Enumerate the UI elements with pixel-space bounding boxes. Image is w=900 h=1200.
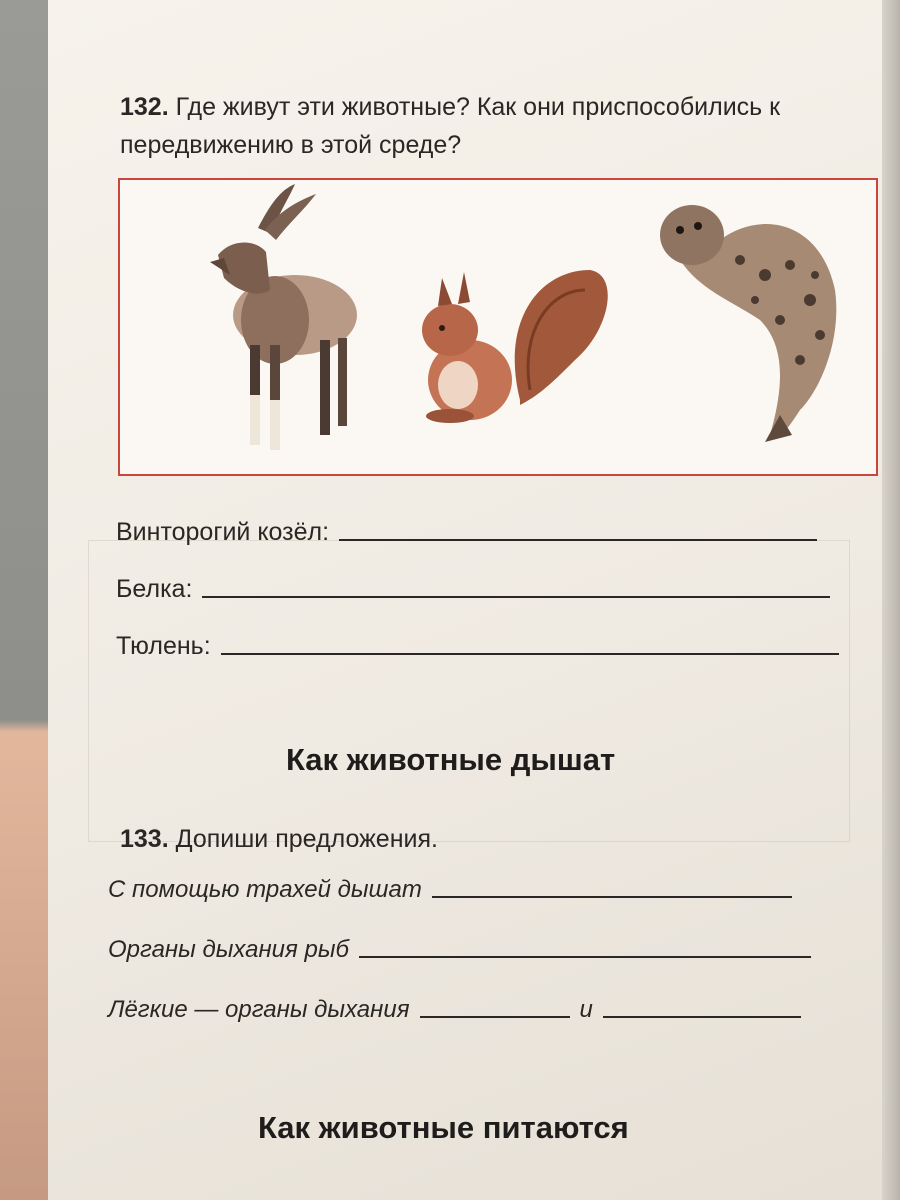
goat-illustration (210, 184, 357, 450)
sentence-blank-2[interactable] (603, 1014, 801, 1018)
answer-row-markhor (116, 518, 817, 547)
answer-blank[interactable] (202, 594, 830, 598)
section-title-breathing: Как животные дышат (286, 742, 616, 777)
sentence-text: Органы дыхания рыб (108, 936, 350, 963)
sentence-text: Лёгкие — органы дыхания (108, 996, 410, 1023)
answer-blank[interactable] (339, 537, 817, 541)
answer-row-seal (116, 632, 839, 661)
adjacent-page-edge (0, 0, 48, 1200)
task-133-instruction (120, 820, 860, 858)
task-132-question (120, 88, 860, 164)
answer-label: Винторогий козёл: (116, 518, 330, 546)
section-title-feeding: Как животные питаются (258, 1110, 629, 1145)
task-text: Где живут эти животные? Как они приспособились к передвижению в этой среде? (120, 93, 781, 159)
task-number: 133. (120, 825, 169, 853)
seal-illustration (660, 205, 836, 442)
answer-label: Белка: (116, 575, 193, 603)
answer-row-squirrel (116, 575, 830, 604)
sentence-blank-1[interactable] (420, 1014, 570, 1018)
sentence-tracheae (108, 876, 802, 904)
answer-blank[interactable] (221, 651, 839, 655)
conjunction: и (579, 996, 593, 1023)
sentence-lungs (108, 996, 811, 1024)
sentence-blank[interactable] (359, 954, 811, 958)
task-text: Допиши предложения. (175, 825, 438, 853)
sentence-blank[interactable] (432, 894, 792, 898)
sentence-fish-gills (108, 936, 821, 964)
squirrel-illustration (422, 270, 608, 423)
sentence-text: С помощью трахей дышат (108, 876, 422, 903)
workbook-page (48, 0, 882, 1200)
animal-illustrations-frame (118, 178, 878, 476)
answer-label: Тюлень: (116, 632, 211, 660)
page-stack-edge (882, 0, 900, 1200)
task-number: 132. (120, 93, 169, 121)
